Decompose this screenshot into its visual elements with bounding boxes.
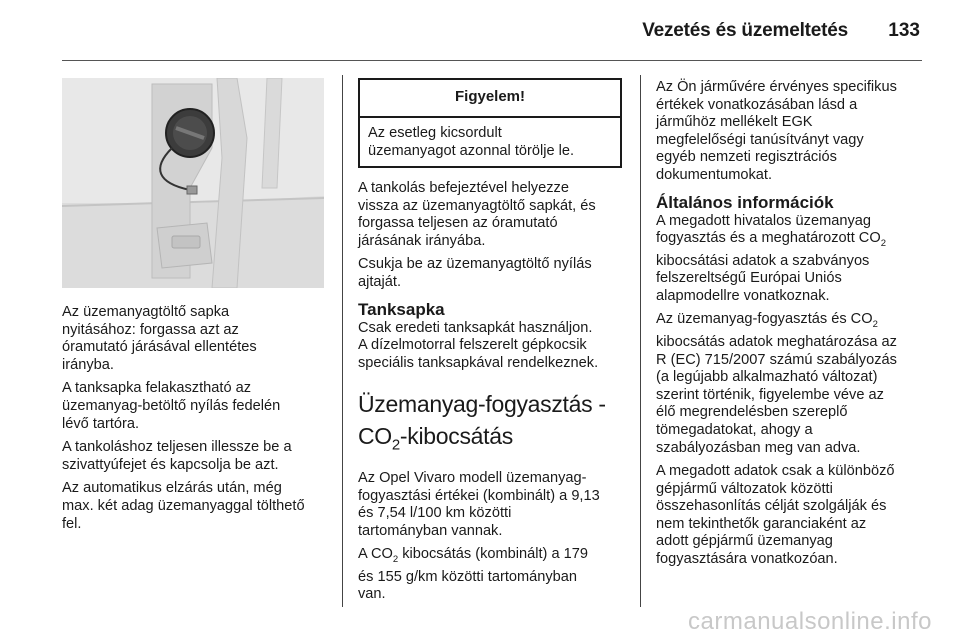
paragraph: Az üzemanyagtöltő sapka nyitásához: forgassa azt az óramutató járásával ellentétes irányba. <box>62 304 257 373</box>
subscript: 2 <box>872 319 878 331</box>
subscript: 2 <box>880 238 886 250</box>
text-fragment: A megadott hivatalos üzemanyag fogyasztás és a meghatározott CO <box>656 212 881 247</box>
paragraph <box>358 546 628 604</box>
section-heading-co: CO <box>358 423 392 450</box>
paragraph <box>656 213 924 306</box>
general-info-heading: Általános információk <box>656 192 834 212</box>
column-1 <box>62 304 334 539</box>
fuel-cap-drawing <box>62 78 324 288</box>
text-fragment: Az üzemanyag-fogyasztás és CO <box>656 311 873 328</box>
text-fragment: A CO <box>358 546 393 563</box>
tanksapka-heading: Tanksapka <box>358 299 445 319</box>
paragraph <box>656 311 924 457</box>
column-divider-2 <box>640 75 641 607</box>
paragraph: A tankolás befejeztével helyezze vissza az üzemanyagtöltő sapkát, és forgassa teljesen az óramutató járásának irányába. <box>358 180 596 249</box>
paragraph: Csak eredeti tanksapkát használjon. A dízelmotorral felszerelt gépkocsik speciális tanksapkával rendelkeznek. <box>358 319 599 371</box>
watermark: carmanualsonline.info <box>688 608 932 635</box>
warning-title: Figyelem! <box>360 80 620 118</box>
column-3 <box>656 79 924 575</box>
text-fragment: kibocsátás adatok meghatározása az R (EC) 715/2007 számú szabályozás (a legújabb alkalmazható változat) szerint történik, figyelembe véve az élő megrendelésben szereplő tömegadatokat, ahogy a szabályozásban meg van adva. <box>656 333 897 456</box>
header-divider <box>62 60 922 61</box>
paragraph: A tankoláshoz teljesen illessze be a szivattyúfejet és kapcsolja be azt. <box>62 439 292 473</box>
section-heading-prefix: Üzemanyag-fogyasztás - <box>358 391 606 418</box>
paragraph: A megadott adatok csak a különböző gépjármű változatok közötti összehasonlítás célját szolgálják és nem tekinthetők garanciaként az adott gépjármű üzemanyag fogyasztására vonatkozóan. <box>656 463 895 568</box>
fuel-cap-illustration <box>62 78 324 288</box>
subscript: 2 <box>392 554 399 566</box>
section-heading <box>358 388 628 462</box>
paragraph: A tanksapka felakasztható az üzemanyag-betöltő nyílás fedelén lévő tartóra. <box>62 380 281 432</box>
paragraph: Az Ön járművére érvényes specifikus értékek vonatkozásában lásd a járműhöz mellékelt EGK megfelelőségi tanúsítványt vagy egyéb nemzeti regisztrációs dokumentumokat. <box>656 79 897 183</box>
column-2 <box>358 180 628 610</box>
warning-text: Az esetleg kicsordult üzemanyagot azonnal törölje le. <box>368 125 575 159</box>
paragraph: Csukja be az üzemanyagtöltő nyílás ajtaját. <box>358 256 592 290</box>
page-title: Vezetés és üzemeltetés <box>642 20 848 41</box>
paragraph: Az Opel Vivaro modell üzemanyag- fogyasztási értékei (kombinált) a 9,13 és 7,54 l/100 km közötti tartományban vannak. <box>358 469 600 539</box>
warning-box <box>358 78 622 168</box>
column-divider-1 <box>342 75 343 607</box>
page-header <box>0 0 960 62</box>
text-fragment: kibocsátási adatok a szabványos felszereltségű Európai Uniós alapmodellre vonatkoznak. <box>656 252 870 304</box>
section-heading-suffix: -kibocsátás <box>399 423 513 450</box>
page-number: 133 <box>888 20 920 41</box>
subscript: 2 <box>391 436 400 454</box>
paragraph: Az automatikus elzárás után, még max. két adag üzemanyaggal tölthető fel. <box>62 480 305 532</box>
text-fragment: kibocsátás (kombinált) a 179 és 155 g/km közötti tartományban van. <box>358 546 588 603</box>
